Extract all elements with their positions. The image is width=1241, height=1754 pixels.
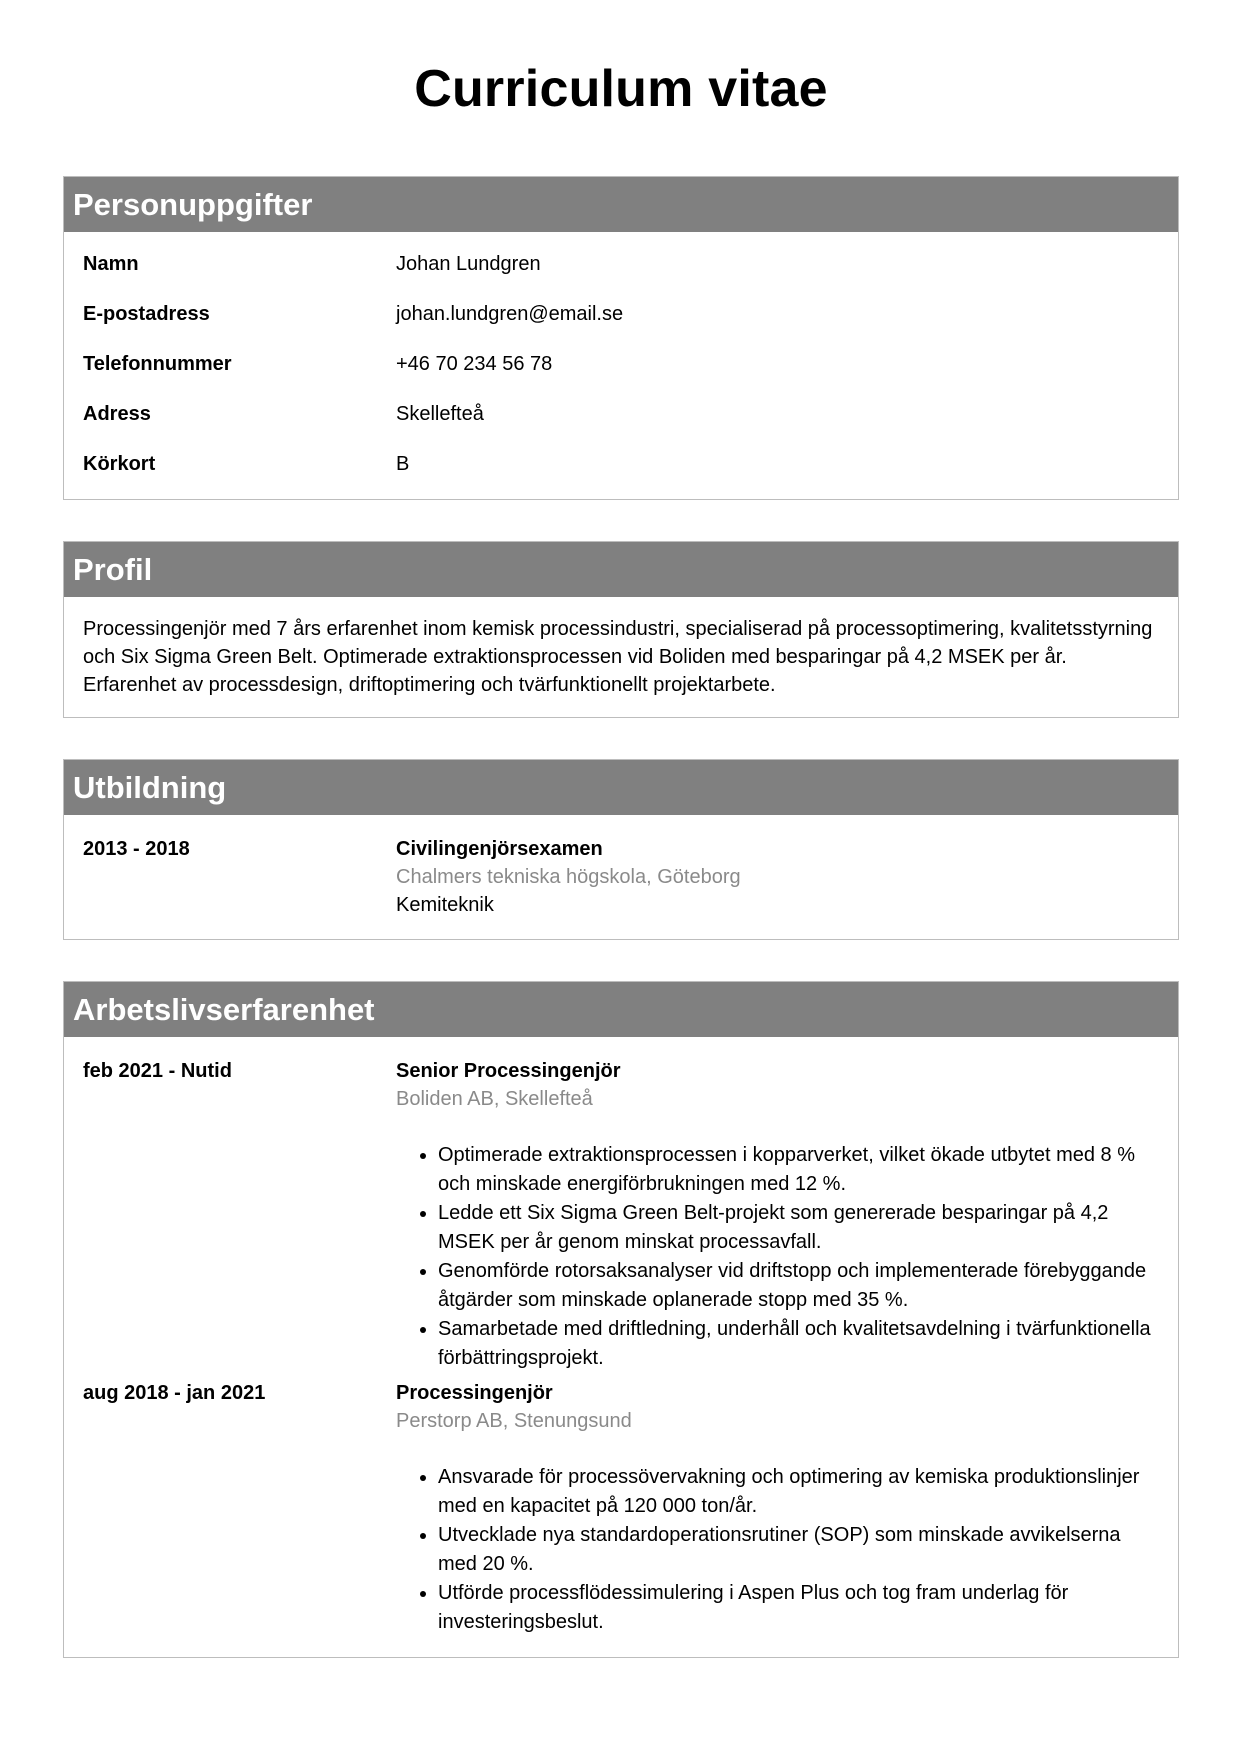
profile-text: Processingenjör med 7 års erfarenhet inom kemisk processindustri, specialiserad på processoptimering, kvalitetsstyrning och Six Sigma Green Belt. Optimerade extraktionsprocessen vid Boliden med besparingar på 4,2 MSEK per år. Erfarenhet av processdesign, driftoptimering och tvärfunktionellt projektarbete. (83, 618, 1153, 696)
bullet-item: • Optimerade extraktionsprocessen i kopparverket, vilket ökade utbytet med 8 % och minskade energiförbrukningen med 12 %. (438, 1141, 1159, 1199)
personal-label: E-postadress (83, 303, 210, 325)
bullet-item: • Ledde ett Six Sigma Green Belt-projekt som genererade besparingar på 4,2 MSEK per år genom minskat processavfall. (438, 1199, 1159, 1257)
section-header-experience: Arbetslivserfarenhet (64, 982, 1178, 1037)
entry-org: Boliden AB, Skellefteå (396, 1088, 593, 1110)
entry-date: feb 2021 - Nutid (83, 1060, 232, 1082)
entry-detail: Kemiteknik (396, 894, 494, 916)
entry-org: Chalmers tekniska högskola, Göteborg (396, 866, 741, 888)
section-header-personal: Personuppgifter (64, 177, 1178, 232)
personal-row-email (83, 302, 1159, 327)
personal-row-license (83, 452, 1159, 477)
personal-value: +46 70 234 56 78 (396, 353, 553, 375)
education-body (64, 815, 1178, 939)
entry-date: 2013 - 2018 (83, 838, 190, 860)
personal-row-phone (83, 352, 1159, 377)
personal-details (64, 232, 1178, 499)
profile-body (64, 597, 1178, 717)
personal-value: Johan Lundgren (396, 253, 541, 275)
entry-title: Civilingenjörsexamen (396, 838, 603, 860)
education-entry (83, 835, 1159, 919)
entry-org: Perstorp AB, Stenungsund (396, 1410, 632, 1432)
section-header-profile: Profil (64, 542, 1178, 597)
personal-label: Adress (83, 403, 151, 425)
bullet-item: • Samarbetade med driftledning, underhåll och kvalitetsavdelning i tvärfunktionella förbättringsprojekt. (438, 1315, 1159, 1373)
personal-value: Skellefteå (396, 403, 484, 425)
entry-bullets (396, 1141, 1159, 1373)
section-education (63, 759, 1179, 940)
section-profile (63, 541, 1179, 718)
personal-label: Körkort (83, 453, 156, 475)
personal-row-address (83, 402, 1159, 427)
bullet-item: • Genomförde rotorsaksanalyser vid driftstopp och implementerade förebyggande åtgärder som minskade oplanerade stopp med 35 %. (438, 1257, 1159, 1315)
section-header-education: Utbildning (64, 760, 1178, 815)
entry-content (396, 1057, 1159, 1373)
bullet-item: • Utvecklade nya standardoperationsrutiner (SOP) som minskade avvikelserna med 20 %. (438, 1521, 1159, 1579)
entry-content (396, 1379, 1159, 1637)
section-experience (63, 981, 1179, 1658)
experience-entry (83, 1379, 1159, 1637)
personal-label: Telefonnummer (83, 353, 232, 375)
section-personal (63, 176, 1179, 500)
entry-date: aug 2018 - jan 2021 (83, 1382, 266, 1404)
entry-title: Processingenjör (396, 1382, 553, 1404)
entry-bullets (396, 1463, 1159, 1637)
entry-content (396, 835, 1159, 919)
personal-value: B (396, 453, 410, 475)
personal-label: Namn (83, 253, 139, 275)
bullet-item: • Ansvarade för processövervakning och optimering av kemiska produktionslinjer med en kapacitet på 120 000 ton/år. (438, 1463, 1159, 1521)
cv-page (63, 0, 1179, 1658)
personal-row-name (83, 252, 1159, 277)
experience-body (64, 1037, 1178, 1657)
personal-value: johan.lundgren@email.se (396, 303, 624, 325)
experience-entry (83, 1057, 1159, 1373)
entry-title: Senior Processingenjör (396, 1060, 621, 1082)
bullet-item: • Utförde processflödessimulering i Aspen Plus och tog fram underlag för investeringsbeslut. (438, 1579, 1159, 1637)
document-title: Curriculum vitae (414, 60, 828, 118)
